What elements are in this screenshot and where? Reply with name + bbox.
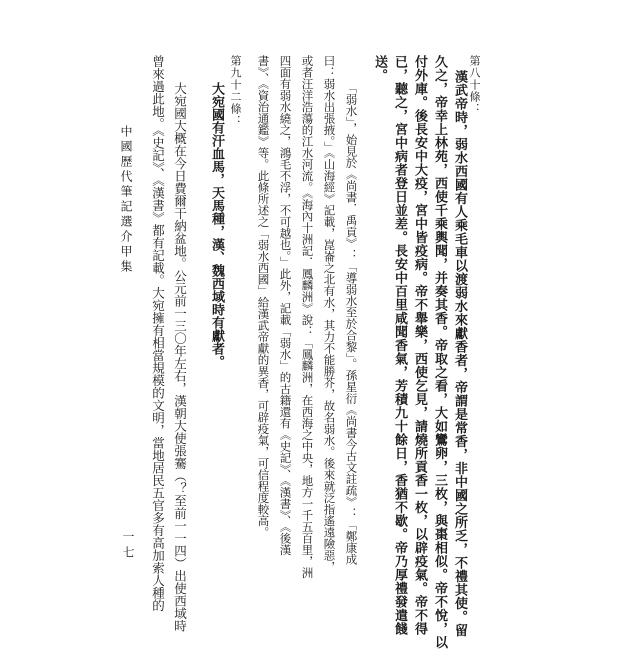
entry-80-commentary-line-1: 「弱水」，始見於《尚書．禹貢》：「導弱水至於合黎」。孫星衍《尚書今古文註疏》：「鄭康成 — [344, 82, 359, 565]
entry-80-commentary-line-2: 曰：弱水出張掖。」《山海經》記載，崑崙之北有水，其力不能勝芥，故名弱水。後來就泛指遙遠險惡， — [322, 55, 337, 573]
entry-80-quote-line-4: 已，聽之，宮中病者登日並差。長安中百里咸聞香氣，芳積九十餘日，香猶不歇。帝乃厚禮發遣餞 — [392, 55, 407, 636]
book-side-title: 中國歷代筆記選介甲集 — [119, 125, 133, 275]
entry-80-quote-line-5: 送。 — [372, 55, 387, 82]
entry-80-label: 第八十條： — [468, 55, 481, 115]
entry-92-title: 大宛國有汗血馬，天馬種，漢、魏西域時有獻者。 — [209, 82, 224, 368]
entry-80-quote-line-3: 付外庫。後長安中大疫，宮中皆疫病。帝不舉樂，西使乞見，請燒所貢香一枚，以辟疫氣。帝不得 — [412, 55, 427, 636]
entry-80-commentary-line-4: 四面有弱水繞之，鴻毛不浮，不可越也。」此外，記載「弱水」的古籍還有《史記》、《漢書》、《後漢 — [278, 55, 293, 556]
entry-80-commentary-line-3: 或者汪洋浩蕩的江水河流。《海內十洲記．鳳麟洲》說：「鳳麟洲，在西海之中央，地方一千五百里，洲 — [300, 55, 315, 579]
entry-92-body-line-1: 大宛國大概在今日費爾干納盆地。公元前一三〇年左右，漢朝大使張騫（？至前一一四）出使西域時 — [172, 82, 188, 632]
entry-80-quote-line-1: 漢武帝時，弱水西國有人乘毛車以渡弱水來獻香者，帝謂是常香，非中國之所乏，不禮其使。留 — [452, 70, 467, 637]
entry-92-label: 第九十二條： — [229, 55, 242, 127]
entry-80-commentary-line-5: 書》、《資治通鑑》等。此條所述之「弱水西國」給漢武帝獻的異香，可辟疫氣，可信程度較高。 — [256, 55, 271, 538]
page-number: 一七 — [121, 530, 135, 562]
entry-80-quote-line-2: 久之，帝幸上林苑，西使千乘輿聞，并奏其香。帝取之看，大如鸞卵，三枚，與棗相似。帝不悅，以 — [432, 55, 447, 649]
entry-92-body-line-2: 曾來過此地。《史記》、《漢書》都有記載。大宛擁有相當規模的文明，當地居民五官多有高加索人種的 — [150, 55, 166, 612]
